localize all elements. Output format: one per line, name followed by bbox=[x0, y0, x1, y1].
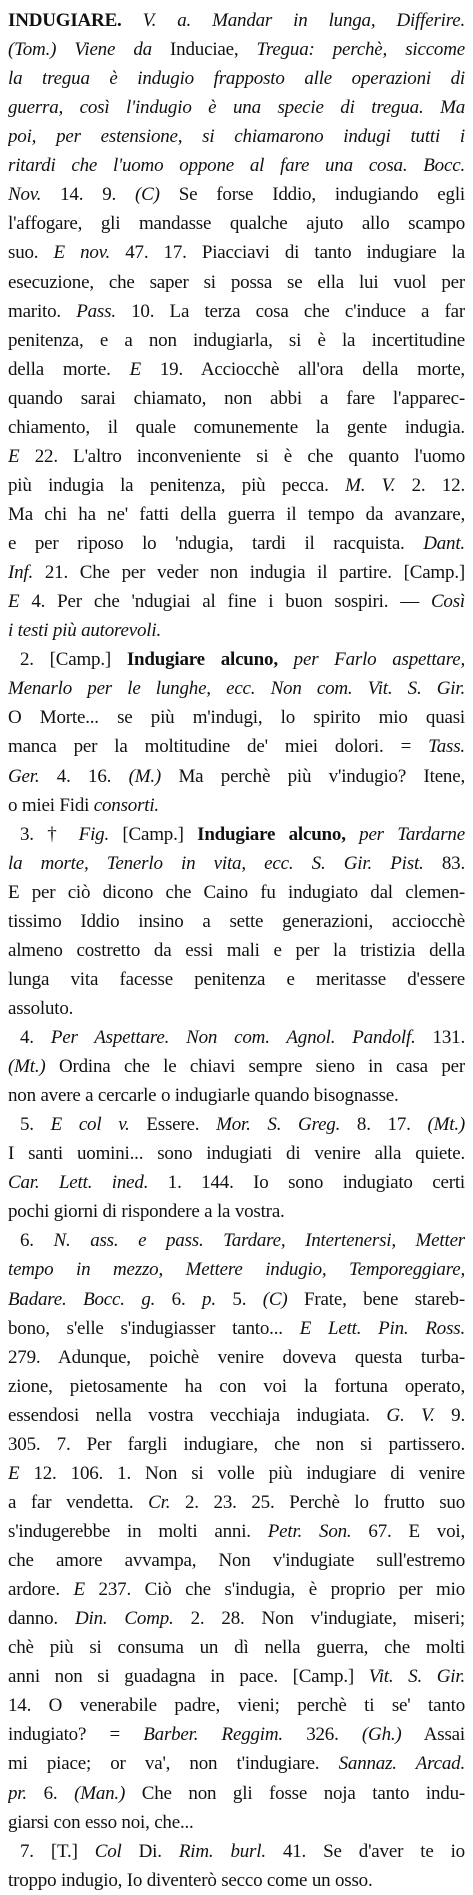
text-line bbox=[8, 1052, 465, 1081]
text-run: Ma chi ha ne' fatti della guerra il tempo da avanzare, bbox=[8, 503, 465, 525]
text-run: Di. bbox=[121, 1840, 179, 1862]
text-run: giarsi con esso noi, che... bbox=[8, 1811, 194, 1833]
text-run: 5. bbox=[20, 1114, 51, 1136]
italic-text: Menarlo per le lunghe, ecc. Non com. Vit. S. Gir. bbox=[8, 678, 465, 700]
text-run: Se forse Iddio, indugiando egli bbox=[159, 184, 465, 206]
text-run: Frate, bene stareb- bbox=[287, 1288, 465, 1310]
text-run: chiamento, il quale comunemente la gente indugia. bbox=[8, 416, 465, 438]
bold-term: Indugiare alcuno, bbox=[197, 823, 346, 845]
text-run: assoluto. bbox=[8, 997, 74, 1019]
text-line bbox=[8, 1488, 465, 1517]
text-line bbox=[8, 93, 465, 122]
text-run: che amore avvampa, Non v'indugiate sull'estremo bbox=[8, 1550, 465, 1572]
text-run: Essere. bbox=[129, 1114, 217, 1136]
text-line bbox=[8, 1779, 465, 1808]
text-line bbox=[8, 1866, 465, 1895]
text-run: essendosi nella vostra vecchiaja indugiata. bbox=[8, 1404, 387, 1426]
italic-text: (M.) bbox=[128, 765, 162, 787]
text-run: 2. 28. Non v'indugiate, miseri; bbox=[173, 1608, 465, 1630]
text-run: a far vendetta. bbox=[8, 1491, 149, 1513]
text-run: bono, s'elle s'indugiasser tanto... bbox=[8, 1317, 300, 1339]
text-run: penitenza, e a non indugiarla, si è la incertitudine bbox=[8, 329, 465, 351]
text-run: 131. bbox=[415, 1027, 465, 1049]
text-run: almeno costretto da essi mali e per la tristizia della bbox=[8, 939, 465, 961]
text-run: della morte. bbox=[8, 358, 130, 380]
italic-text: E nov. bbox=[53, 242, 111, 264]
italic-text: pr. bbox=[8, 1782, 27, 1804]
italic-text: p. bbox=[202, 1288, 216, 1310]
italic-text: Fig. bbox=[78, 823, 110, 845]
text-line bbox=[8, 558, 465, 587]
text-run bbox=[278, 649, 294, 670]
text-run: chè più si consuma un dì nella guerra, che molti bbox=[8, 1637, 465, 1659]
text-run: indugiato? = bbox=[8, 1724, 144, 1746]
text-run: troppo indugio, Io diventerò secco come un osso. bbox=[8, 1869, 373, 1891]
italic-text: consorti. bbox=[93, 794, 159, 816]
italic-text: Tregua: perchè, siccome bbox=[256, 39, 465, 61]
text-run: o miei Fidi bbox=[8, 794, 94, 816]
italic-text: Tass. bbox=[428, 736, 465, 758]
text-line bbox=[8, 1604, 465, 1633]
text-line bbox=[8, 413, 465, 442]
text-line bbox=[8, 1197, 465, 1226]
text-line bbox=[8, 1314, 465, 1343]
text-line bbox=[8, 907, 465, 936]
text-run: 14. 9. bbox=[41, 184, 136, 206]
text-line bbox=[8, 1081, 465, 1110]
text-line bbox=[8, 355, 465, 384]
text-run: quando sarai chiamato, non abbi a fare l'apparec- bbox=[8, 387, 465, 409]
text-run: 67. E voi, bbox=[351, 1521, 465, 1543]
italic-text: tempo in mezzo, Mettere indugio, Temporeggiare, bbox=[8, 1259, 465, 1281]
italic-text: Nov. bbox=[8, 184, 42, 206]
text-line bbox=[8, 1168, 465, 1197]
italic-text: M. V. bbox=[345, 474, 396, 496]
text-line bbox=[8, 35, 465, 64]
text-run: Ordina che le chiavi sempre sieno in casa per bbox=[45, 1056, 465, 1078]
text-line bbox=[8, 994, 465, 1023]
text-line bbox=[8, 1285, 465, 1314]
text-run: danno. bbox=[8, 1608, 75, 1630]
italic-text: ritardi che l'uomo oppone al fare una cosa. Bocc. bbox=[8, 155, 465, 177]
italic-text: Così bbox=[430, 591, 465, 613]
text-run: E per ciò dicono che Caino fu indugiato dal clemen- bbox=[8, 881, 465, 903]
italic-text: (Mt.) bbox=[427, 1114, 465, 1136]
text-run: 83. bbox=[423, 852, 465, 874]
text-line bbox=[8, 820, 465, 849]
text-line bbox=[8, 1720, 465, 1749]
text-run: 6. bbox=[26, 1782, 75, 1804]
italic-text: Ger. bbox=[8, 765, 40, 787]
italic-text: la tregua è indugio frapposto alle operazioni di bbox=[8, 68, 465, 90]
text-line bbox=[8, 268, 465, 297]
italic-text: E bbox=[73, 1579, 85, 1601]
italic-text: E bbox=[8, 591, 20, 613]
text-run: lunga vita facesse penitenza e meritasse d'essere bbox=[8, 968, 465, 990]
italic-text: guerra, così l'indugio è una specie di tregua. Ma bbox=[8, 97, 465, 119]
italic-text: N. ass. e pass. Tardare, Intertenersi, Metter bbox=[53, 1230, 465, 1252]
text-run: [Camp.] bbox=[109, 823, 198, 845]
text-line bbox=[8, 1023, 465, 1052]
italic-text: poi, per estensione, si chiamarono indugi tutti i bbox=[8, 126, 465, 148]
italic-text: Badare. Bocc. g. bbox=[8, 1288, 156, 1310]
text-line bbox=[8, 1430, 465, 1459]
text-run: 2. 23. 25. Perchè lo frutto suo bbox=[170, 1491, 465, 1513]
text-line bbox=[8, 1372, 465, 1401]
text-line bbox=[8, 1459, 465, 1488]
text-run: anni non si guadagna in pace. [Camp.] bbox=[8, 1666, 369, 1688]
italic-text: Pass. bbox=[76, 300, 116, 322]
text-run: l'affogare, gli mandasse qualche ajuto allo scampo bbox=[8, 213, 465, 235]
bold-term: INDUGIARE. bbox=[8, 10, 122, 31]
text-run: 41. Se d'aver te io bbox=[265, 1840, 465, 1862]
italic-text: Rim. burl. bbox=[178, 1840, 266, 1862]
text-line bbox=[8, 616, 465, 645]
text-line bbox=[8, 500, 465, 529]
text-run: marito. bbox=[8, 300, 77, 322]
text-line bbox=[8, 1575, 465, 1604]
text-run: 47. 17. Piacciavi di tanto indugiare la bbox=[110, 242, 465, 264]
text-run: 1. 144. Io sono indugiato certi bbox=[148, 1172, 465, 1194]
italic-text: Vit. S. Gir. bbox=[368, 1666, 465, 1688]
text-run: 14. O venerabile padre, vieni; perchè ti se' tanto bbox=[8, 1695, 465, 1717]
text-line bbox=[8, 1110, 465, 1139]
text-run: Ma perchè più v'indugio? Itene, bbox=[161, 765, 465, 787]
text-line bbox=[8, 238, 465, 267]
text-run: 4. Per che 'ndugiai al fine i buon sospiri. — bbox=[19, 591, 431, 613]
text-line bbox=[8, 674, 465, 703]
text-run: 12. 106. 1. Non si volle più indugiare di venire bbox=[19, 1462, 465, 1484]
italic-text: V. a. Mandar in lunga, Differire. bbox=[142, 10, 465, 31]
text-run: 22. L'altro inconveniente si è che quanto l'uomo bbox=[19, 445, 465, 467]
italic-text: E col v. bbox=[50, 1114, 130, 1136]
text-line bbox=[8, 878, 465, 907]
italic-text: Din. Comp. bbox=[74, 1608, 174, 1630]
text-run: s'indugerebbe in molti anni. bbox=[8, 1521, 268, 1543]
text-line bbox=[8, 471, 465, 500]
text-run: più indugia la penitenza, più pecca. bbox=[8, 474, 346, 496]
text-run: suo. bbox=[8, 242, 54, 264]
italic-text: G. V. bbox=[386, 1404, 435, 1426]
text-run: O Morte... se più m'indugi, lo spirito mio quasi bbox=[8, 707, 465, 729]
text-line bbox=[8, 64, 465, 93]
text-line bbox=[8, 529, 465, 558]
italic-text: (Tom.) Viene da bbox=[8, 39, 152, 61]
text-line bbox=[8, 1517, 465, 1546]
italic-text: per Tardarne bbox=[359, 823, 465, 845]
text-run: Che non gli fosse noja tanto indu- bbox=[125, 1782, 465, 1804]
text-line bbox=[8, 151, 465, 180]
text-run: mi piace; or va', non t'indugiare. bbox=[8, 1753, 339, 1775]
italic-text: per Farlo aspettare, bbox=[293, 649, 465, 671]
text-line bbox=[8, 384, 465, 413]
text-line bbox=[8, 122, 465, 151]
text-run: esecuzione, che saper si possa se ella lui vuol per bbox=[8, 271, 465, 293]
text-run: pochi giorni di rispondere a la vostra. bbox=[8, 1201, 285, 1223]
text-line bbox=[8, 1546, 465, 1575]
italic-text: (Mt.) bbox=[8, 1056, 46, 1078]
text-run bbox=[122, 10, 143, 31]
italic-text: Sannaz. Arcad. bbox=[338, 1753, 465, 1775]
text-line bbox=[8, 965, 465, 994]
text-line bbox=[8, 1633, 465, 1662]
dictionary-entry bbox=[8, 6, 465, 1891]
text-line bbox=[8, 1343, 465, 1372]
text-run: 8. 17. bbox=[340, 1114, 428, 1136]
text-run: 4. 16. bbox=[39, 765, 129, 787]
text-run: Induciae, bbox=[151, 39, 257, 61]
italic-text: Col bbox=[94, 1840, 122, 1862]
text-line bbox=[8, 762, 465, 791]
text-run: manca per la moltitudine de' miei dolori. = bbox=[8, 736, 429, 758]
text-line bbox=[8, 1662, 465, 1691]
italic-text: Petr. Son. bbox=[267, 1521, 352, 1543]
text-run bbox=[346, 824, 359, 845]
text-line bbox=[8, 1226, 465, 1255]
text-run: zione, pietosamente ha con voi la fortuna operato, bbox=[8, 1375, 465, 1397]
text-run: e per riposo lo 'ndugia, tardi il racquista. bbox=[8, 533, 424, 555]
italic-text: (Gh.) bbox=[361, 1724, 402, 1746]
text-run: 237. Ciò che s'indugia, è proprio per mio bbox=[84, 1579, 465, 1601]
text-run: Assai bbox=[401, 1724, 465, 1746]
text-run: tissimo Iddio insino a sette generazioni, acciocchè bbox=[8, 910, 465, 932]
text-line bbox=[8, 587, 465, 616]
text-line bbox=[8, 180, 465, 209]
text-run: 19. Acciocchè all'ora della morte, bbox=[140, 358, 465, 380]
text-run: 4. bbox=[20, 1027, 51, 1049]
italic-text: (C) bbox=[262, 1288, 288, 1310]
italic-text: la morte, Tenerlo in vita, ecc. S. Gir. Pist. bbox=[8, 852, 424, 874]
text-line bbox=[8, 1837, 465, 1866]
italic-text: Car. Lett. ined. bbox=[8, 1172, 149, 1194]
bold-term: Indugiare alcuno, bbox=[126, 649, 278, 671]
text-run: 9. bbox=[434, 1404, 465, 1426]
text-run: ardore. bbox=[8, 1579, 74, 1601]
text-run: 10. La terza cosa che c'induce a far bbox=[115, 300, 465, 322]
text-line bbox=[8, 732, 465, 761]
italic-text: Cr. bbox=[148, 1491, 171, 1513]
text-run: 326. bbox=[282, 1724, 362, 1746]
italic-text: Barber. Reggim. bbox=[143, 1724, 283, 1746]
text-run: 2. [Camp.] bbox=[20, 649, 127, 671]
italic-text: (Man.) bbox=[74, 1782, 126, 1804]
text-line bbox=[8, 1691, 465, 1720]
text-line bbox=[8, 1401, 465, 1430]
text-run: 305. 7. Per fargli indugiare, che non si partissero. bbox=[8, 1433, 465, 1455]
italic-text: Inf. bbox=[8, 562, 34, 584]
text-line bbox=[8, 1749, 465, 1778]
text-run: 7. [T.] bbox=[20, 1840, 95, 1862]
text-run: I santi uomini... sono indugiati di venire alla quiete. bbox=[8, 1143, 465, 1165]
text-line bbox=[8, 791, 465, 820]
text-line bbox=[8, 936, 465, 965]
text-line bbox=[8, 703, 465, 732]
text-line bbox=[8, 849, 465, 878]
italic-text: Mor. S. Greg. bbox=[216, 1114, 341, 1136]
italic-text: Per Aspettare. Non com. Agnol. Pandolf. bbox=[50, 1027, 416, 1049]
italic-text: E bbox=[8, 1462, 20, 1484]
text-line bbox=[8, 297, 465, 326]
text-line bbox=[8, 326, 465, 355]
italic-text: E Lett. Pin. Ross. bbox=[299, 1317, 465, 1339]
text-line bbox=[8, 1808, 465, 1837]
italic-text: (C) bbox=[135, 184, 160, 206]
text-run: 6. bbox=[20, 1230, 54, 1252]
text-run: 279. Adunque, poichè venire doveva questa turba- bbox=[8, 1346, 465, 1368]
text-line bbox=[8, 1255, 465, 1284]
text-run: 2. 12. bbox=[395, 474, 465, 496]
italic-text: i testi più autorevoli. bbox=[8, 620, 162, 642]
italic-text: E bbox=[8, 445, 20, 467]
text-line bbox=[8, 209, 465, 238]
text-run: 21. Che per veder non indugia il partire. [Camp.] bbox=[33, 562, 465, 584]
text-run: non avere a cercarle o indugiarle quando bisognasse. bbox=[8, 1085, 399, 1107]
text-run: 6. bbox=[155, 1288, 203, 1310]
italic-text: E bbox=[129, 358, 141, 380]
text-line bbox=[8, 442, 465, 471]
text-run: 5. bbox=[215, 1288, 263, 1310]
text-run: 3. † bbox=[20, 823, 79, 845]
text-line bbox=[8, 6, 465, 35]
text-line bbox=[8, 1139, 465, 1168]
italic-text: Dant. bbox=[423, 533, 465, 555]
text-line bbox=[8, 645, 465, 674]
